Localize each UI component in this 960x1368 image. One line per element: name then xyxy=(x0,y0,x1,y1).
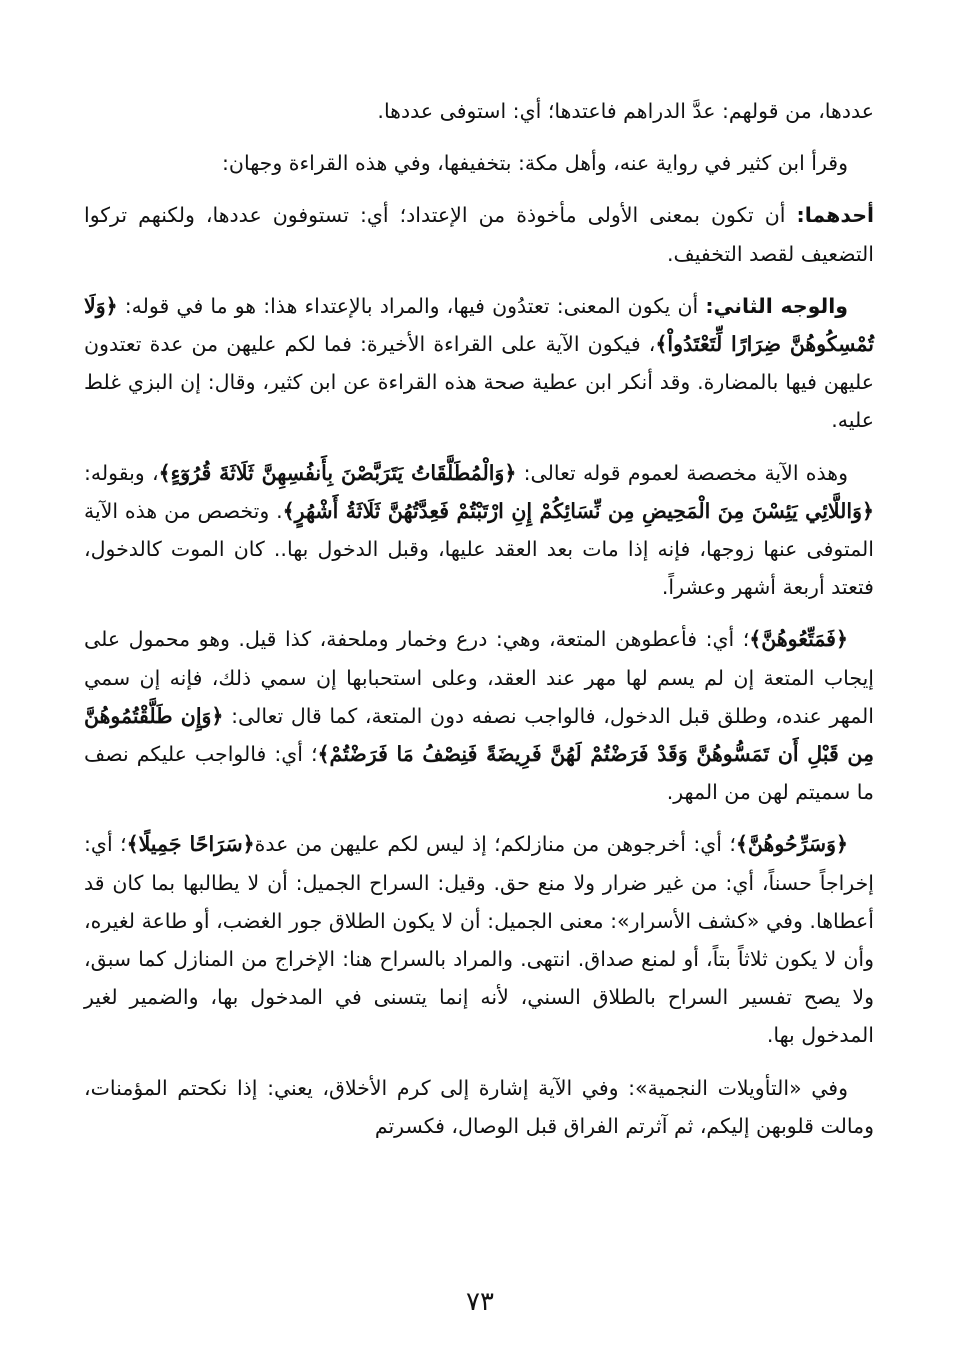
paragraph-4-text-2: ، فيكون الآية على القراءة الأخيرة: فما لكم عليهن من عدة تعتدون عليهن فيها بالمضارة. وقد أنكر ابن عطية صحة هذه القراءة عن ابن كثير، وقال: إن البزي غلط عليه. xyxy=(84,332,874,433)
quran-verse-3: ﴿وَاللَّائِي يَئِسْنَ مِنَ الْمَحِيضِ مِن نِّسَائِكُمْ إِنِ ارْتَبْتُمْ فَعِدَّتُهُنَّ ثَلَاثَةُ أَشْهُرٍ﴾ xyxy=(282,498,874,523)
quran-verse-6: ﴿وَسَرِّحُوهُنَّ﴾ xyxy=(735,832,848,857)
paragraph-8: وفي «التأويلات النجمية»: وفي الآية إشارة إلى كرم الأخلاق، يعني: إذا نكحتم المؤمنات، ومالت قلوبهن إليكم، ثم آثرتم الفراق قبل الوصال، فكسرتم xyxy=(84,1075,874,1138)
paragraph-6 xyxy=(84,620,874,811)
paragraph-5 xyxy=(84,454,874,607)
paragraph-7 xyxy=(84,825,874,1054)
paragraph-1: عددها، من قولهم: عدَّ الدراهم فاعتدها؛ أي: استوفى عددها. xyxy=(377,99,874,123)
paragraph-5-text-2: ، وبقوله: xyxy=(84,460,159,485)
quran-verse-4: ﴿فَمَتِّعُوهُنَّ﴾ xyxy=(749,627,848,652)
quran-verse-2: ﴿وَالْمُطَلَّقَاتُ يَتَرَبَّصْنَ بِأَنفُسِهِنَّ ثَلَاثَةَ قُرُوٓءٍ﴾ xyxy=(158,460,517,485)
quran-verse-7: ﴿سَرَاحًا جَمِيلًا﴾ xyxy=(126,832,255,857)
paragraph-7-text-1: ؛ أي: أخرجوهن من منازلكم؛ إذ ليس لكم عليهن من عدة xyxy=(254,832,736,857)
page-number: ٧٣ xyxy=(466,1287,494,1317)
quran-verse-1: ﴿وَلَا تُمْسِكُوهُنَّ ضِرَارًا لِّتَعْتَدُواْ﴾ xyxy=(84,293,874,357)
paragraph-2: وقرأ ابن كثير في رواية عنه، وأهل مكة: بتخفيفها، وفي هذه القراءة وجهان: xyxy=(222,151,848,176)
paragraph-4 xyxy=(84,287,874,440)
paragraph-5-text-1: وهذه الآية مخصصة لعموم قوله تعالى: xyxy=(516,460,849,485)
paragraph-3-text: أن تكون بمعنى الأولى مأخوذة من الإعتداد؛ أي: تستوفون عددها، ولكنهم تركوا التضعيف لقصد التخفيف. xyxy=(84,203,874,266)
paragraph-6-text-1: ؛ أي: فأعطوهن المتعة، وهي: درع وخمار وملحفة، كذا قيل. وهو محمول على إيجاب المتعة إن لم يسم لها مهر عند العقد، وعلى استحبابها إن سمي ذلك، فإنه إن سمي المهر عنده، وطلق قبل الدخول، فالواجب نصفه دون المتعة، كما قال تعالى: xyxy=(84,627,874,728)
paragraph-3 xyxy=(84,196,874,272)
paragraph-6-text-2: ؛ أي: فالواجب عليكم نصف ما سميتم لهن من المهر. xyxy=(84,742,874,805)
book-page-body xyxy=(84,92,874,1145)
paragraph-5-text-3: . وتخصص من هذه الآية المتوفى عنها زوجها، فإنه إذا مات بعد العقد عليها، وقبل الدخول بها.. كان الموت كالدخول، فتعتد أربعة أشهر وعشراً. xyxy=(84,498,874,600)
paragraph-4-lead: والوجه الثاني: xyxy=(705,293,848,318)
quran-verse-5: ﴿وَإِن طَلَّقْتُمُوهُنَّ مِن قَبْلِ أَن تَمَسُّوهُنَّ وَقَدْ فَرَضْتُمْ لَهُنَّ فَرِيضَةً فَنِصْفُ مَا فَرَضْتُمْ﴾ xyxy=(84,703,875,767)
paragraph-3-lead: أحدهما: xyxy=(796,203,874,228)
paragraph-7-text-2: ؛ أي: إخراجاً حسناً، أي: من غير ضرار ولا منع حق. وقيل: السراح الجميل: أن لا يطالبها بما كان قد أعطاها. وفي «كشف الأسرار»: معنى الجميل: أن لا يكون الطلاق جور الغضب، أو طاعة لغيره، وأن لا يكون ثلاثاً بتاً، أو لمنع صداق. انتهى. والمراد بالسراح هنا: الإخراج من المنازل كما سبق، ولا يصح تفسير السراح بالطلاق السني، لأنه إنما يتسنى في المدخول بها، والضمير لغير المدخول بها. xyxy=(84,832,874,1048)
paragraph-4-text-1: أن يكون المعنى: تعتدُون فيها، والمراد بالإعتداء هذا: هو ما في قوله: xyxy=(117,293,706,318)
